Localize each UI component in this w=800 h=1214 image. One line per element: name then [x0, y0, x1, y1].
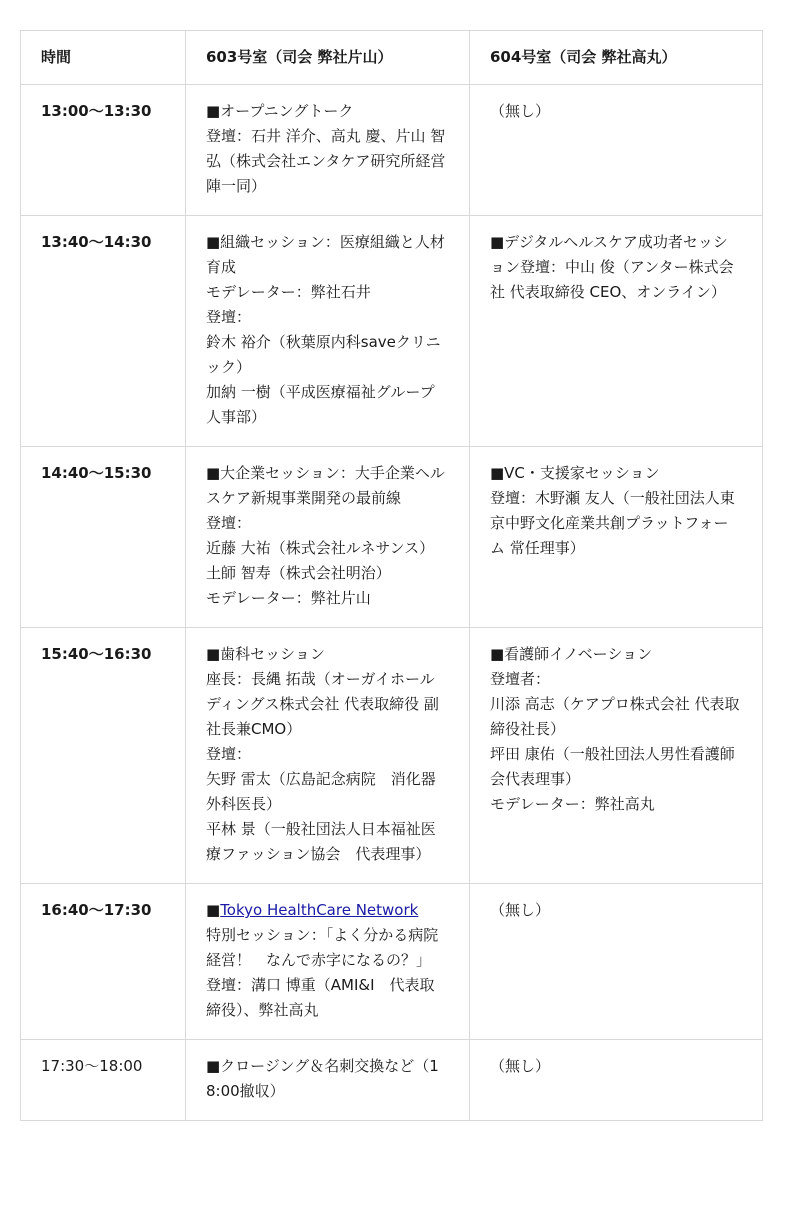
session-line: ■組織セッション：医療組織と人材育成 — [206, 233, 445, 276]
session-line: ■オープニングトーク — [206, 102, 354, 120]
session-line: 登壇： — [206, 308, 252, 326]
header-row — [21, 31, 763, 85]
room-603-cell — [186, 884, 470, 1040]
room-604-cell — [470, 1040, 763, 1121]
table-row — [21, 216, 763, 447]
room-604-cell — [470, 216, 763, 447]
table-row — [21, 447, 763, 628]
session-line: 加納 一樹（平成医療福祉グループ人事部） — [206, 383, 435, 426]
header-room-604: 604号室（司会 弊社高丸） — [470, 31, 763, 85]
table-row — [21, 628, 763, 884]
time-cell: 13:00〜13:30 — [21, 85, 186, 216]
time-cell: 15:40〜16:30 — [21, 628, 186, 884]
session-line: 登壇：石井 洋介、高丸 慶、片山 智弘（株式会社エンタケア研究所経営陣一同） — [206, 127, 446, 195]
session-line: 近藤 大祐（株式会社ルネサンス） — [206, 539, 435, 557]
room-603-cell — [186, 1040, 470, 1121]
session-line: ■クロージング＆名刺交換など（18:00撤収） — [206, 1057, 439, 1100]
session-line: ■看護師イノベーション — [490, 645, 653, 663]
room-603-cell — [186, 216, 470, 447]
room-603-cell — [186, 447, 470, 628]
room-604-cell — [470, 628, 763, 884]
session-line: 座長：長縄 拓哉（オーガイホールディングス株式会社 代表取締役 副社長兼CMO） — [206, 670, 439, 738]
session-line: モデレーター：弊社高丸 — [490, 795, 655, 813]
room-604-cell — [470, 884, 763, 1040]
session-line: （無し） — [490, 1057, 551, 1075]
time-cell: 14:40〜15:30 — [21, 447, 186, 628]
table-row — [21, 85, 763, 216]
session-line: 鈴木 裕介（秋葉原内科saveクリニック） — [206, 333, 441, 376]
room-603-cell — [186, 85, 470, 216]
session-line: （無し） — [490, 901, 551, 919]
session-line: 登壇：溝口 博重（AMI&I 代表取締役）、弊社高丸 — [206, 976, 435, 1019]
session-line: 坪田 康佑（一般社団法人男性看護師会代表理事） — [490, 745, 735, 788]
square-marker: ■ — [206, 901, 221, 919]
room-603-cell — [186, 628, 470, 884]
time-cell: 17:30〜18:00 — [21, 1040, 186, 1121]
session-title-line — [206, 898, 449, 923]
session-line: 特別セッション：「よく分かる病院経営！ なんで赤字になるの？」 — [206, 926, 439, 969]
room-604-cell — [470, 85, 763, 216]
session-line: 土師 智寿（株式会社明治） — [206, 564, 391, 582]
table-row — [21, 1040, 763, 1121]
session-line: 平林 景（一般社団法人日本福祉医療ファッション協会 代表理事） — [206, 820, 436, 863]
session-line: モデレーター：弊社石井 — [206, 283, 371, 301]
session-line: 登壇： — [206, 745, 252, 763]
session-line: ■大企業セッション：大手企業ヘルスケア新規事業開発の最前線 — [206, 464, 445, 507]
session-line: 矢野 雷太（広島記念病院 消化器外科医長） — [206, 770, 436, 813]
session-line: ■歯科セッション — [206, 645, 325, 663]
session-line: （無し） — [490, 102, 551, 120]
session-line: 登壇者： — [490, 670, 551, 688]
header-time: 時間 — [21, 31, 186, 85]
session-line: ■デジタルヘルスケア成功者セッション登壇：中山 俊（アンター株式会社 代表取締役 CEO、オンライン） — [490, 233, 734, 301]
time-cell: 16:40〜17:30 — [21, 884, 186, 1040]
session-line: ■VC・支援家セッション — [490, 464, 660, 482]
room-604-cell — [470, 447, 763, 628]
header-room-603: 603号室（司会 弊社片山） — [186, 31, 470, 85]
session-line: 登壇： — [206, 514, 252, 532]
session-line: 登壇：木野瀬 友人（一般社団法人東京中野文化産業共創プラットフォーム 常任理事） — [490, 489, 735, 557]
tokyo-healthcare-network-link[interactable]: Tokyo HealthCare Network — [220, 901, 419, 919]
time-cell: 13:40〜14:30 — [21, 216, 186, 447]
session-line: モデレーター：弊社片山 — [206, 589, 371, 607]
table-row — [21, 884, 763, 1040]
schedule-table — [20, 30, 763, 1121]
session-line: 川添 高志（ケアプロ株式会社 代表取締役社長） — [490, 695, 740, 738]
